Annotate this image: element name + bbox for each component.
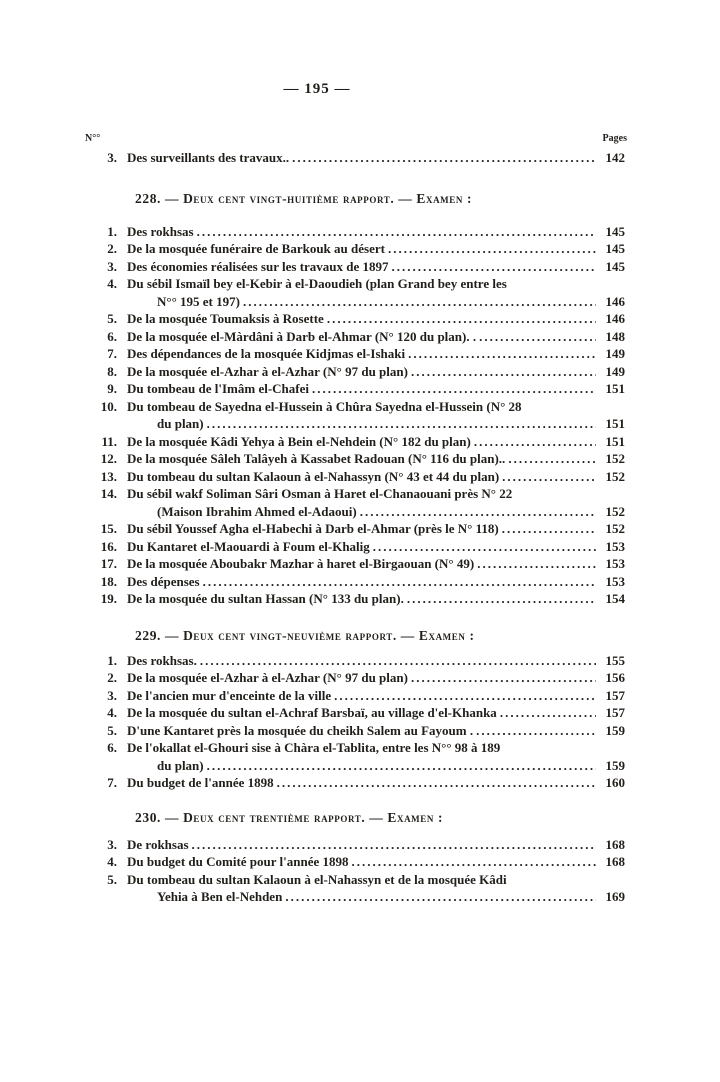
toc-entry (95, 687, 625, 705)
entry-line (127, 652, 625, 670)
entry-line (127, 520, 625, 538)
dot-leader (408, 345, 596, 363)
entry-line (127, 757, 625, 775)
toc-entry (95, 669, 625, 687)
dot-leader (292, 149, 596, 167)
entry-number: 14. (100, 486, 117, 501)
entry-text: De la mosquée funéraire de Barkouk au désert (127, 241, 385, 256)
entry-page: 153 (605, 556, 625, 571)
entry-page: 151 (605, 416, 625, 431)
toc-entry (95, 652, 625, 670)
dot-leader (200, 652, 596, 670)
entry-text: Du budget de l'année 1898 (127, 775, 274, 790)
entry-text: De la mosquée du sultan Hassan (N° 133 du plan). (127, 591, 404, 606)
dot-leader (508, 450, 596, 468)
entry-page: 146 (605, 293, 625, 309)
entry-line (127, 363, 625, 381)
entry-line (127, 433, 625, 451)
entry-page: 145 (605, 258, 625, 274)
entry-text: Du tombeau du sultan Kalaoun à el-Nahassyn et de la mosquée Kâdi (127, 871, 507, 887)
entry-number: 5. (107, 311, 117, 326)
entry-page: 153 (605, 538, 625, 554)
entry-body (127, 853, 625, 871)
entry-line (127, 380, 625, 398)
entry-page: 154 (605, 591, 625, 606)
entry-page: 157 (605, 687, 625, 703)
entry-body (127, 836, 625, 854)
entry-body (127, 704, 625, 722)
toc-entry (95, 538, 625, 556)
entry-number: 7. (107, 775, 117, 790)
entry-text: De la mosquée el-Azhar à el-Azhar (N° 97 du plan) (127, 670, 408, 685)
column-header-no: N°° (85, 133, 101, 144)
entry-body (127, 398, 625, 433)
entry-line (127, 555, 625, 573)
dot-leader (334, 687, 596, 705)
dot-leader (476, 722, 596, 740)
toc-entry (95, 240, 625, 258)
entry-page: 145 (605, 223, 625, 239)
dot-leader (360, 503, 596, 521)
toc-entry (95, 433, 625, 451)
entry-body (127, 871, 625, 906)
dot-leader (474, 433, 596, 451)
entry-number: 5. (107, 722, 117, 738)
entry-body (127, 739, 625, 774)
dot-leader (327, 310, 596, 328)
entry-page: 152 (605, 503, 625, 519)
entry-text: Des surveillants des travaux.. (127, 150, 290, 165)
entry-body (127, 468, 625, 486)
entry-page: 146 (605, 311, 625, 326)
section-heading-230: 230. — Deux cent trentième rapport. — Examen : (135, 809, 444, 825)
entry-text: Du tombeau de l'Imâm el-Chafei (127, 381, 309, 396)
entry-body (127, 485, 625, 520)
entry-number: 3. (107, 687, 117, 703)
dot-leader (500, 704, 596, 722)
toc-entry (95, 590, 625, 608)
entry-number: 7. (107, 346, 117, 361)
entry-text: D'une Kantaret près la mosquée du cheikh Salem au Fayoum . (127, 722, 474, 738)
section-items-230 (95, 836, 625, 906)
toc-entry (95, 380, 625, 398)
entry-line (127, 149, 625, 167)
entry-body (127, 652, 625, 670)
entry-number: 13. (100, 468, 117, 484)
dot-leader (373, 538, 596, 556)
entry-body (127, 669, 625, 687)
toc-entry (95, 310, 625, 328)
entry-text: De rokhsas (127, 836, 189, 852)
dot-leader (207, 757, 596, 775)
entry-body (127, 275, 625, 310)
dot-leader (197, 223, 596, 241)
entry-number: 19. (100, 591, 117, 606)
entry-body (127, 573, 625, 591)
entry-number: 16. (100, 538, 117, 554)
entry-text: (Maison Ibrahim Ahmed el-Adaoui) (157, 503, 357, 519)
entry-page: 156 (605, 670, 625, 685)
entry-text: Du sébil Ismaïl bey el-Kebir à el-Daoudieh (plan Grand bey entre les (127, 276, 507, 291)
dot-leader (407, 590, 596, 608)
entry-line (127, 590, 625, 608)
entry-text: Des dépenses (127, 573, 200, 589)
entry-body (127, 240, 625, 258)
toc-entry (95, 853, 625, 871)
entry-number: 1. (107, 223, 117, 239)
toc-entry (95, 149, 625, 167)
entry-number: 8. (107, 363, 117, 379)
entry-text: Des rokhsas (127, 223, 194, 239)
toc-entry (95, 722, 625, 740)
toc-entry (95, 520, 625, 538)
entry-line (127, 538, 625, 556)
toc-entry (95, 450, 625, 468)
entry-text: Des économies réalisées sur les travaux de 1897 (127, 258, 389, 274)
entry-line (127, 468, 625, 486)
entry-line (127, 573, 625, 591)
dot-leader (502, 520, 596, 538)
entry-page: 148 (605, 328, 625, 344)
toc-entry (95, 573, 625, 591)
entry-page: 159 (605, 757, 625, 773)
entry-line (127, 293, 625, 311)
entry-body (127, 223, 625, 241)
toc-entry (95, 704, 625, 722)
page-folio: — 195 — (283, 81, 351, 97)
dot-leader (411, 363, 596, 381)
toc-entry (95, 468, 625, 486)
entry-number: 4. (107, 276, 117, 291)
dot-leader (352, 853, 596, 871)
entry-page: 145 (605, 241, 625, 256)
entry-line (127, 503, 625, 521)
entry-number: 6. (107, 328, 117, 344)
toc-entry (95, 223, 625, 241)
dot-leader (277, 774, 596, 792)
entry-line (127, 836, 625, 854)
entry-body (127, 520, 625, 538)
entry-body (127, 363, 625, 381)
entry-text: du plan) (157, 757, 204, 773)
entry-line (127, 485, 625, 503)
entry-number: 2. (107, 241, 117, 256)
entry-text: Des rokhsas. (127, 652, 197, 668)
entry-line (127, 739, 625, 757)
dot-leader (388, 240, 596, 258)
entry-text: De la mosquée el-Azhar à el-Azhar (N° 97 du plan) (127, 363, 408, 379)
entry-line (127, 345, 625, 363)
entry-number: 18. (100, 573, 117, 589)
entry-text: De la mosquée el-Màrdâni à Darb el-Ahmar (N° 120 du plan). . (127, 328, 477, 344)
toc-entry (95, 345, 625, 363)
dot-leader (243, 293, 596, 311)
entry-body (127, 590, 625, 608)
entry-page: 169 (605, 889, 625, 904)
entry-line (127, 275, 625, 293)
toc-entry (95, 398, 625, 433)
entry-body (127, 345, 625, 363)
entry-text: Du sébil wakf Soliman Sâri Osman à Haret el-Chanaouani près N° 22 (127, 486, 513, 501)
toc-entry (95, 328, 625, 346)
entry-text: De la mosquée Kâdi Yehya à Bein el-Nehdein (N° 182 du plan) (127, 433, 471, 449)
entry-text: Du tombeau de Sayedna el-Hussein à Chûra Sayedna el-Hussein (N° 28 (127, 398, 522, 414)
entry-text: Du Kantaret el-Maouardi à Foum el-Khalig (127, 538, 370, 554)
entry-text: De la mosquée Aboubakr Mazhar à haret el-Birgaouan (N° 49) (127, 556, 475, 571)
entry-body (127, 538, 625, 556)
entry-number: 12. (100, 451, 117, 466)
entry-line (127, 258, 625, 276)
entry-text: Du budget du Comité pour l'année 1898 (127, 854, 349, 869)
entry-number: 5. (107, 871, 117, 887)
entry-line (127, 687, 625, 705)
carryover-items (95, 149, 625, 167)
entry-page: 149 (605, 363, 625, 379)
dot-leader (312, 380, 596, 398)
entry-line (127, 871, 625, 889)
entry-line (127, 310, 625, 328)
entry-number: 10. (100, 398, 117, 414)
entry-page: 142 (605, 150, 625, 165)
entry-number: 17. (100, 556, 117, 571)
entry-page: 152 (605, 451, 625, 466)
entry-number: 6. (107, 740, 117, 755)
entry-text: Du sébil Youssef Agha el-Habechi à Darb el-Ahmar (près le N° 118) (127, 521, 499, 536)
entry-page: 151 (605, 381, 625, 396)
entry-line (127, 722, 625, 740)
entry-text: Du tombeau du sultan Kalaoun à el-Nahassyn (N° 43 et 44 du plan) (127, 468, 500, 484)
entry-body (127, 258, 625, 276)
entry-number: 4. (107, 854, 117, 869)
toc-entry (95, 275, 625, 310)
toc-entry (95, 363, 625, 381)
entry-line (127, 450, 625, 468)
section-heading-228: 228. — Deux cent vingt-huitième rapport. — Examen : (135, 190, 473, 206)
entry-body (127, 450, 625, 468)
entry-page: 168 (605, 854, 625, 869)
entry-page: 155 (605, 652, 625, 668)
entry-page: 168 (605, 836, 625, 852)
entry-line (127, 223, 625, 241)
entry-line (127, 240, 625, 258)
entry-page: 152 (605, 521, 625, 536)
dot-leader (502, 468, 596, 486)
entry-text: Des dépendances de la mosquée Kidjmas el-Ishaki (127, 346, 406, 361)
entry-number: 3. (107, 258, 117, 274)
entry-page: 149 (605, 346, 625, 361)
entry-body (127, 433, 625, 451)
entry-number: 3. (107, 150, 117, 165)
toc-entry (95, 774, 625, 792)
entry-text: De la mosquée Toumaksis à Rosette (127, 311, 324, 326)
entry-line (127, 328, 625, 346)
toc-entry (95, 258, 625, 276)
entry-body (127, 774, 625, 792)
section-heading-229: 229. — Deux cent vingt-neuvième rapport. — Examen : (135, 627, 475, 643)
entry-body (127, 328, 625, 346)
entry-number: 3. (107, 836, 117, 852)
column-header-row (85, 132, 625, 145)
entry-number: 15. (100, 521, 117, 536)
dot-leader (285, 888, 596, 906)
entry-number: 9. (107, 381, 117, 396)
entry-number: 4. (107, 705, 117, 720)
entry-body (127, 149, 625, 167)
entry-line (127, 704, 625, 722)
dot-leader (477, 555, 596, 573)
entry-text: De la mosquée Sâleh Talâyeh à Kassabet Radouan (N° 116 du plan).. (127, 451, 506, 466)
entry-line (127, 888, 625, 906)
column-header-pages: Pages (602, 133, 627, 144)
entry-page: 153 (605, 573, 625, 589)
toc-content (85, 80, 627, 906)
entry-page: 151 (605, 433, 625, 449)
entry-body (127, 310, 625, 328)
entry-text: Yehia à Ben el-Nehden (157, 889, 283, 904)
entry-number: 1. (107, 652, 117, 668)
entry-number: 11. (101, 433, 117, 449)
toc-entry (95, 739, 625, 774)
dot-leader (411, 669, 596, 687)
dot-leader (392, 258, 596, 276)
entry-body (127, 380, 625, 398)
dot-leader (479, 328, 596, 346)
entry-text: De l'okallat el-Ghouri sise à Chàra el-Tablita, entre les N°° 98 à 189 (127, 740, 501, 755)
entry-text: du plan) (157, 416, 204, 431)
entry-text: N°° 195 et 197) (157, 293, 240, 309)
entry-page: 160 (605, 775, 625, 790)
entry-page: 152 (605, 468, 625, 484)
entry-line (127, 774, 625, 792)
entry-body (127, 555, 625, 573)
entry-line (127, 853, 625, 871)
entry-number: 2. (107, 670, 117, 685)
section-items-228 (95, 223, 625, 608)
entry-page: 159 (605, 722, 625, 738)
entry-text: De la mosquée du sultan el-Achraf Barsbaï, au village d'el-Khanka (127, 705, 497, 720)
entry-line (127, 398, 625, 416)
dot-leader (207, 415, 596, 433)
toc-entry (95, 555, 625, 573)
entry-body (127, 722, 625, 740)
toc-entry (95, 836, 625, 854)
toc-entry (95, 871, 625, 906)
entry-line (127, 415, 625, 433)
entry-body (127, 687, 625, 705)
entry-text: De l'ancien mur d'enceinte de la ville (127, 687, 332, 703)
section-items-229 (95, 652, 625, 792)
entry-line (127, 669, 625, 687)
dot-leader (203, 573, 596, 591)
dot-leader (192, 836, 596, 854)
toc-entry (95, 485, 625, 520)
entry-page: 157 (605, 705, 625, 720)
